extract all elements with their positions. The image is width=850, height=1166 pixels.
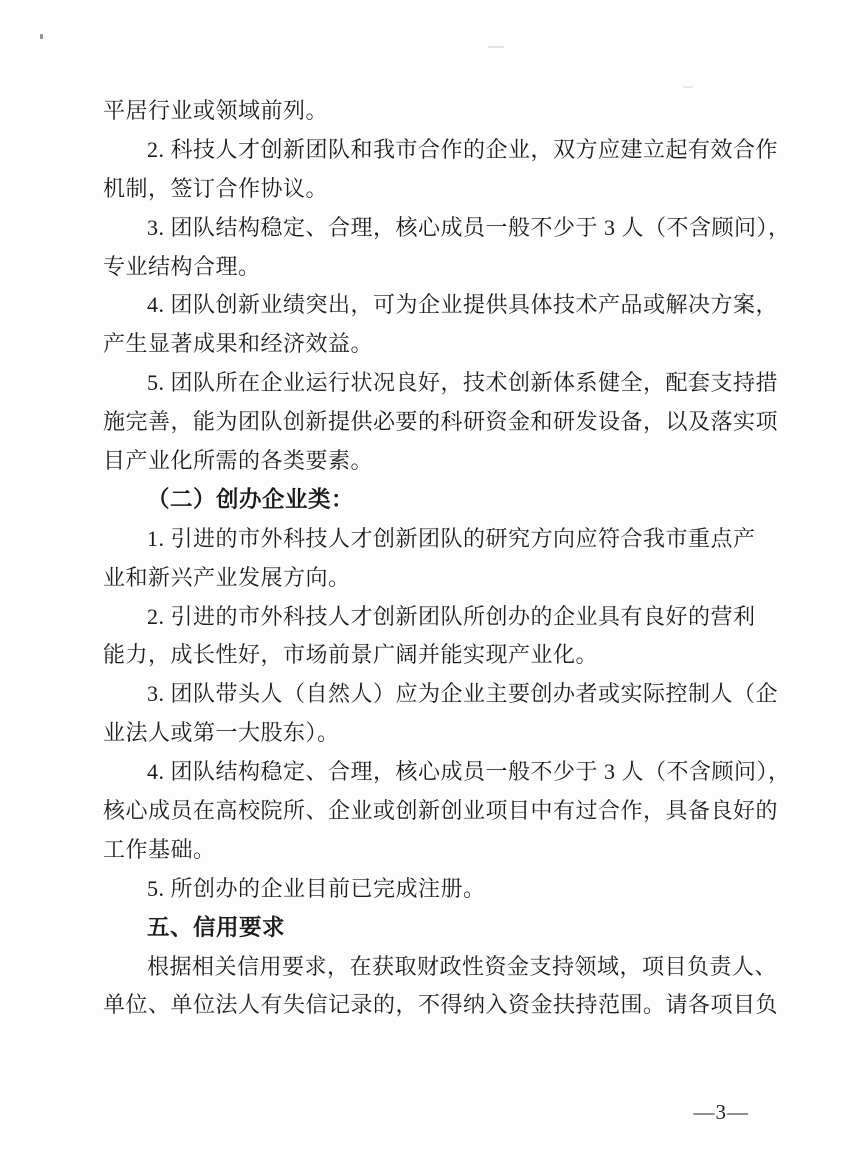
text-line: 1. 引进的市外科技人才创新团队的研究方向应符合我市重点产 [147,525,756,551]
text-line: 能力，成长性好，市场前景广阔并能实现产业化。 [103,642,599,668]
page-number: —3— [693,1100,749,1124]
text-line: 3. 团队结构稳定、合理，核心成员一般不少于 3 人（不含顾问）， [147,214,791,240]
text-line: 业和新兴产业发展方向。 [103,564,351,590]
text-line: 4. 团队结构稳定、合理，核心成员一般不少于 3 人（不含顾问）， [147,759,791,785]
scan-speck [40,34,43,39]
document-body [103,92,803,1025]
scan-smudge [488,46,504,48]
text-line: 产生显著成果和经济效益。 [103,331,374,357]
section-heading: 五、信用要求 [147,914,286,940]
text-line: 业法人或第一大股东）。 [103,720,340,746]
text-line: 施完善，能为团队创新提供必要的科研资金和研发设备，以及落实项 [103,409,779,435]
text-line: 2. 科技人才创新团队和我市合作的企业，双方应建立起有效合作 [147,136,779,162]
text-line: 核心成员在高校院所、企业或创新创业项目中有过合作，具备良好的 [103,798,779,824]
text-line: 机制，签订合作协议。 [103,175,329,201]
text-line: 专业结构合理。 [103,253,261,279]
text-line: 平居行业或领域前列。 [103,98,329,123]
text-line: 5. 团队所在企业运行状况良好，技术创新体系健全，配套支持措 [147,370,779,396]
text-line: 目产业化所需的各类要素。 [103,448,374,474]
text-line: 根据相关信用要求，在获取财政性资金支持领域，项目负责人、 [147,953,778,979]
section-heading: （二）创办企业类： [147,486,355,512]
text-line: 工作基础。 [103,836,216,862]
text-line: 5. 所创办的企业目前已完成注册。 [147,875,486,901]
text-line: 2. 引进的市外科技人才创新团队所创办的企业具有良好的营利 [147,603,756,629]
text-line: 单位、单位法人有失信记录的，不得纳入资金扶持范围。请各项目负 [103,992,779,1018]
text-line: 4. 团队创新业绩突出，可为企业提供具体技术产品或解决方案， [147,292,779,318]
text-line: 3. 团队带头人（自然人）应为企业主要创办者或实际控制人（企 [147,681,779,707]
scan-smudge [683,86,693,88]
